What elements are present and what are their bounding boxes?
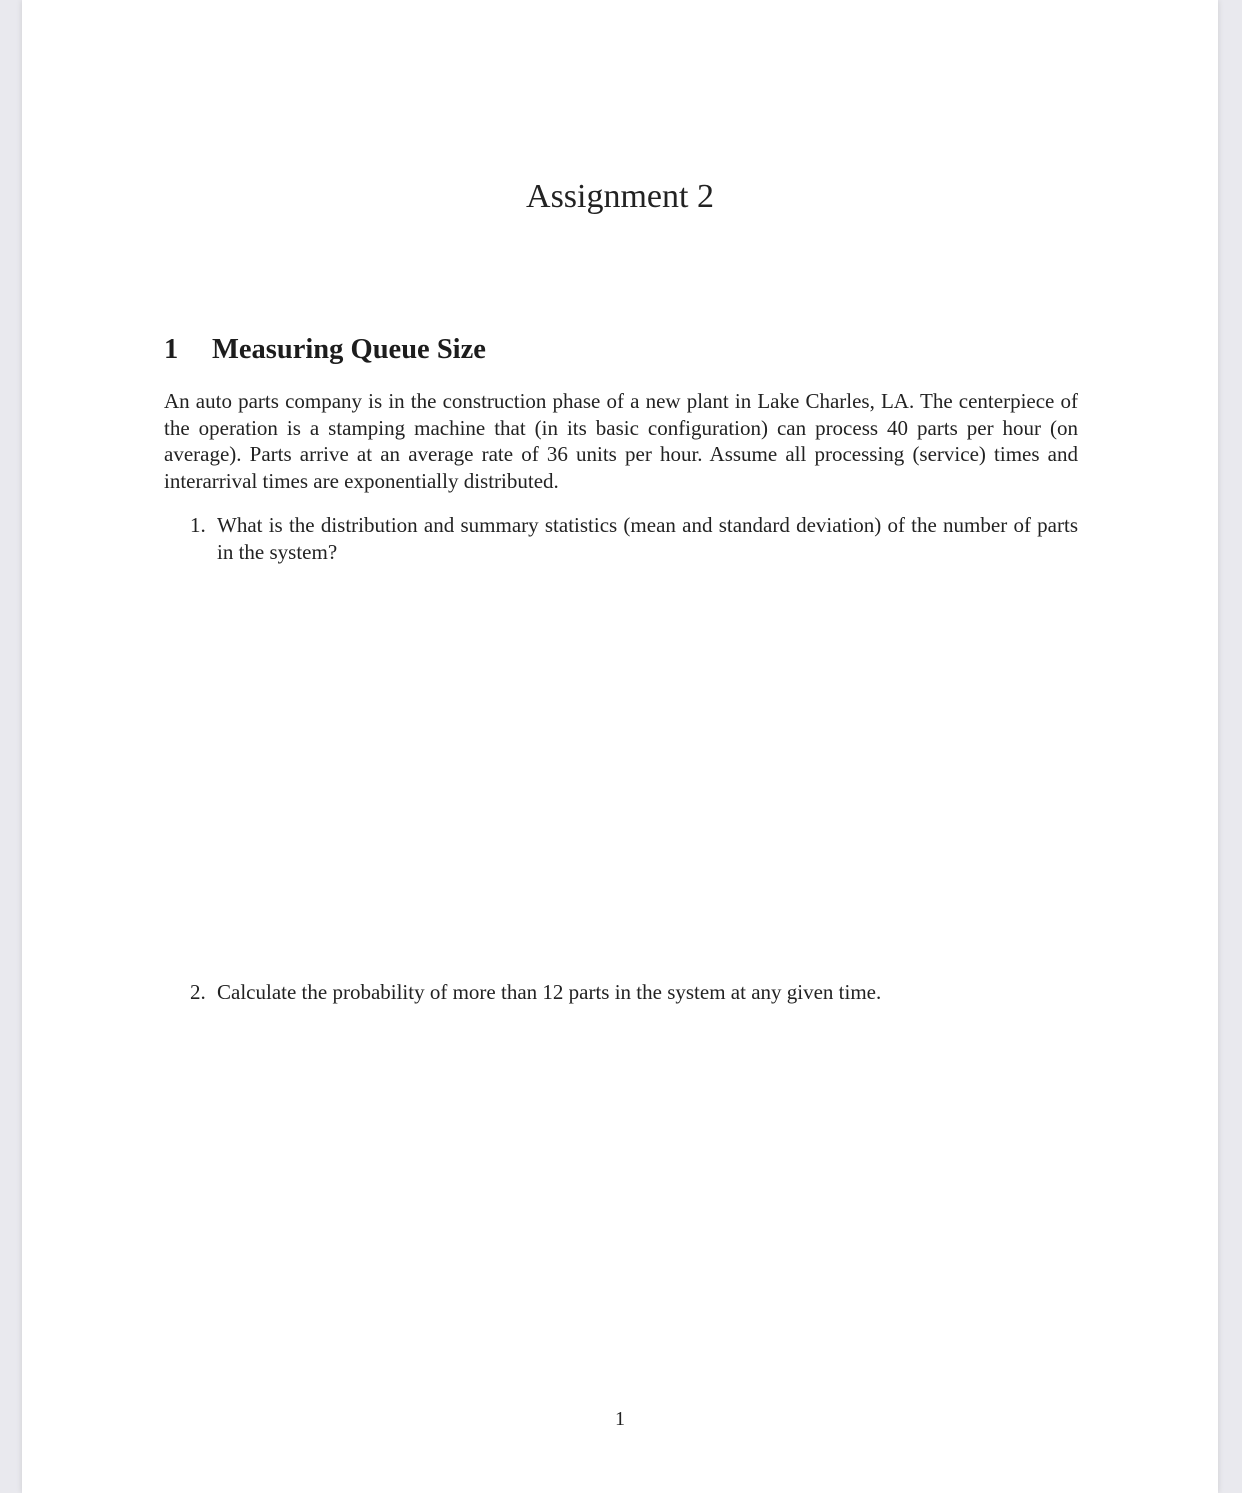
question-item [190,979,1078,1006]
section-number: 1 [164,334,179,365]
problem-paragraph: An auto parts company is in the construction phase of a new plant in Lake Charles, LA. The centerpiece of the operation is a stamping machine that (in its basic configuration) can process 40 parts per hour (on average). Parts arrive at an average rate of 36 units per hour. Assume all processing (service) times and interarrival times are exponentially distributed. [164,389,1078,493]
question-number: 1. [190,513,206,537]
page-number: 1 [615,1408,625,1430]
document-page [22,0,1218,1493]
document-title: Assignment 2 [526,178,714,215]
question-text: Calculate the probability of more than 12 parts in the system at any given time. [217,980,882,1004]
question-number: 2. [190,980,206,1004]
question-text: What is the distribution and summary statistics (mean and standard deviation) of the number of parts in the system? [217,513,1078,564]
section-title: Measuring Queue Size [212,334,486,365]
question-item [190,512,1078,565]
section-heading [164,334,486,366]
